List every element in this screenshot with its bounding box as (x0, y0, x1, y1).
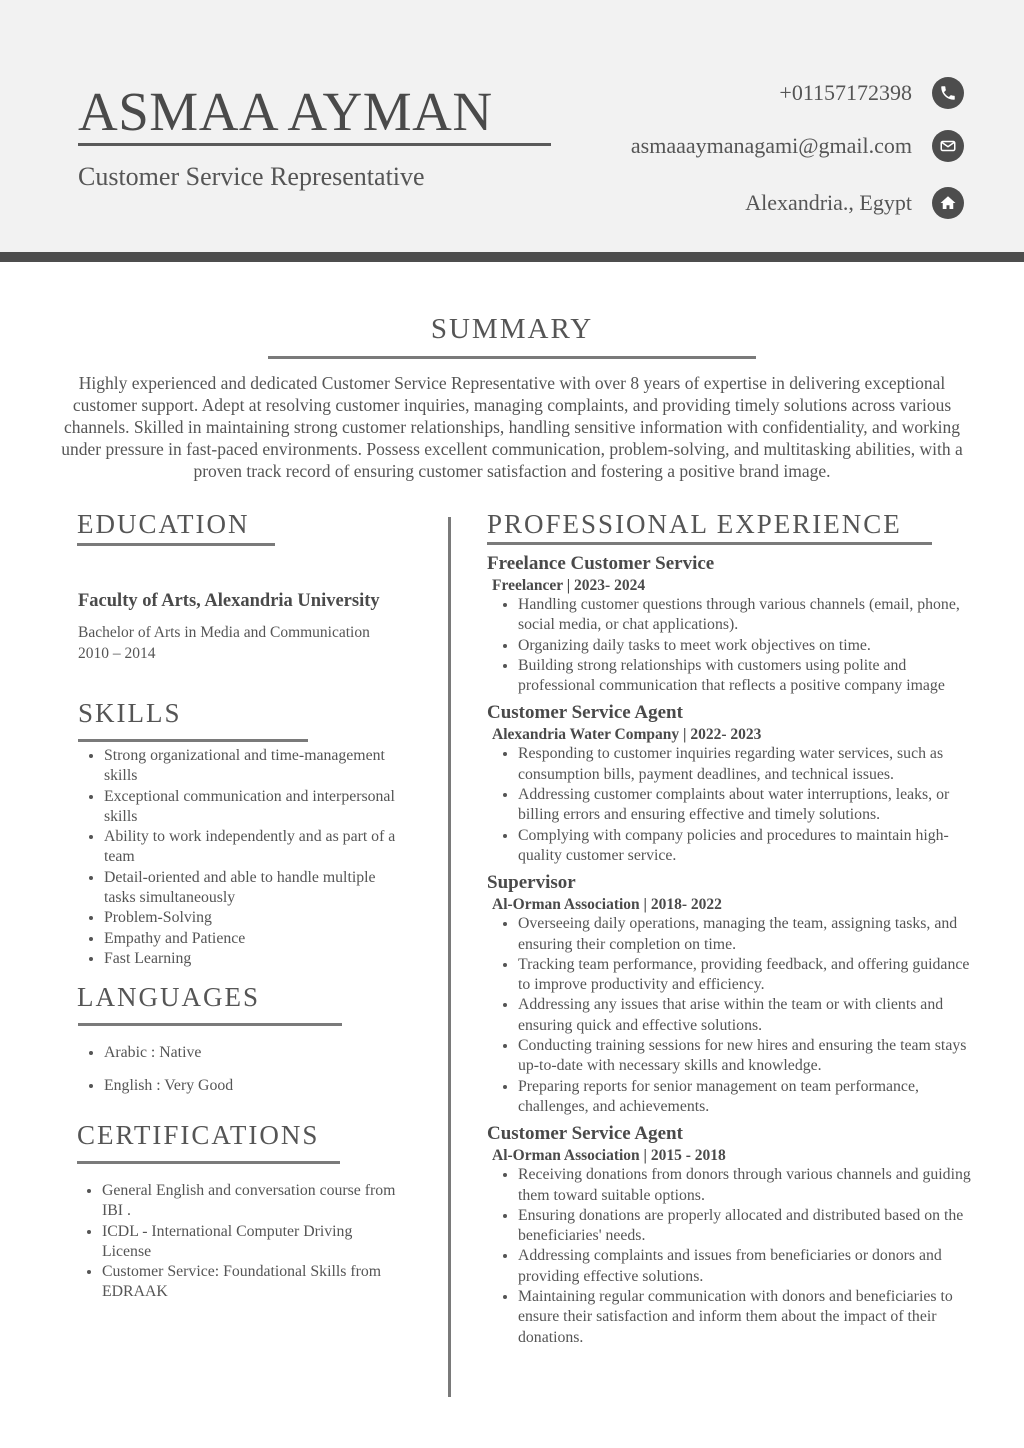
experience-underline (487, 542, 932, 545)
job-entry (487, 701, 982, 866)
candidate-role: Customer Service Representative (78, 162, 425, 191)
list-item: • Exceptional communication and interpersonal skills (104, 787, 408, 828)
candidate-name: ASMAA AYMAN (78, 81, 493, 142)
list-item: • General English and conversation course from IBI . (102, 1181, 398, 1222)
list-item: • Conducting training sessions for new hires and ensuring the team stays up-to-date with necessary skills and knowledge. (518, 1036, 982, 1077)
list-item: • Addressing customer complaints about water interruptions, leaks, or billing errors and ensuring effective and timely solutions. (518, 785, 982, 826)
email-address[interactable]: asmaaaymanagami@gmail.com (630, 133, 912, 158)
list-item: • Problem-Solving (104, 908, 408, 928)
education-underline (77, 543, 275, 546)
languages-list (78, 1043, 418, 1097)
home-icon (932, 187, 964, 219)
languages-heading: LANGUAGES (77, 982, 260, 1012)
education-heading: EDUCATION (77, 509, 250, 539)
list-item: • Empathy and Patience (104, 929, 408, 949)
languages-section (78, 1043, 418, 1110)
skills-list (78, 746, 408, 969)
list-item: • Arabic : Native (104, 1043, 418, 1063)
list-item: • Ability to work independently and as part of a team (104, 827, 408, 868)
list-item: • Fast Learning (104, 949, 408, 969)
location: Alexandria., Egypt (745, 190, 912, 215)
job-title: Supervisor (487, 872, 576, 894)
certifications-list (78, 1181, 398, 1303)
skills-section (78, 746, 408, 969)
job-title: Freelance Customer Service (487, 553, 715, 574)
summary-heading: SUMMARY (430, 313, 594, 345)
list-item: • Tracking team performance, providing feedback, and offering guidance to improve productivity and efficiency. (518, 955, 982, 996)
education-school: Faculty of Arts, Alexandria University (78, 591, 380, 611)
list-item: • Customer Service: Foundational Skills from EDRAAK (102, 1262, 398, 1303)
list-item: • Addressing any issues that arise within the team or with clients and ensuring quick and effective solutions. (518, 995, 982, 1036)
education-years: 2010 – 2014 (78, 645, 156, 662)
education-entry (78, 591, 418, 664)
job-entry (487, 552, 982, 696)
header-divider-bar (0, 252, 1024, 262)
job-entry (487, 871, 982, 1117)
list-item: • English : Very Good (104, 1076, 418, 1096)
list-item: • ICDL - International Computer Driving License (102, 1222, 398, 1263)
certifications-underline (77, 1161, 340, 1164)
contact-location-row (745, 187, 964, 219)
job-employer: Freelancer | 2023- 2024 (492, 577, 646, 594)
skills-underline (78, 739, 308, 742)
education-degree: Bachelor of Arts in Media and Communication (78, 624, 370, 641)
column-divider (448, 517, 451, 1397)
list-item: • Preparing reports for senior management on team performance, challenges, and achievements. (518, 1077, 982, 1118)
contact-email-row (631, 130, 964, 162)
skills-heading: SKILLS (78, 698, 182, 728)
phone-number[interactable]: +01157172398 (779, 80, 912, 105)
languages-underline (78, 1023, 342, 1026)
job-title: Customer Service Agent (487, 1123, 683, 1145)
list-item: • Receiving donations from donors through various channels and guiding them toward suitable options. (518, 1165, 982, 1206)
list-item: • Responding to customer inquiries regarding water services, such as consumption bills, payment deadlines, and technical issues. (518, 744, 982, 785)
list-item: • Complying with company policies and procedures to maintain high-quality customer service. (518, 826, 982, 867)
certifications-heading: CERTIFICATIONS (77, 1120, 320, 1150)
job-employer: Alexandria Water Company | 2022- 2023 (492, 726, 762, 744)
list-item: • Handling customer questions through various channels (email, phone, social media, or chat applications). (518, 595, 982, 636)
job-employer: Al-Orman Association | 2015 - 2018 (492, 1147, 726, 1165)
experience-heading: PROFESSIONAL EXPERIENCE (487, 509, 902, 539)
name-underline (78, 143, 551, 146)
list-item: • Detail-oriented and able to handle multiple tasks simultaneously (104, 868, 408, 909)
contact-phone-row (779, 77, 964, 109)
job-bullets (487, 1165, 982, 1348)
job-bullets (487, 914, 982, 1117)
list-item: • Ensuring donations are properly allocated and distributed based on the beneficiaries' needs. (518, 1206, 982, 1247)
mail-icon (932, 130, 964, 162)
list-item: • Organizing daily tasks to meet work objectives on time. (518, 636, 982, 656)
list-item: • Overseeing daily operations, managing the team, assigning tasks, and ensuring their completion on time. (518, 914, 982, 955)
list-item: • Building strong relationships with customers using polite and professional communication that reflects a positive company image (518, 656, 982, 697)
list-item: • Maintaining regular communication with donors and beneficiaries to ensure their satisfaction and inform them about the impact of their donations. (518, 1287, 982, 1348)
job-entry (487, 1122, 982, 1348)
job-title: Customer Service Agent (487, 702, 683, 724)
job-employer: Al-Orman Association | 2018- 2022 (492, 896, 722, 914)
list-item: • Addressing complaints and issues from beneficiaries or donors and providing effective solutions. (518, 1246, 982, 1287)
certifications-section (78, 1181, 398, 1303)
job-bullets (487, 744, 982, 866)
list-item: • Strong organizational and time-management skills (104, 746, 408, 787)
summary-text: Highly experienced and dedicated Customer Service Representative with over 8 years of expertise in delivering exceptional customer support. Adept at resolving customer inquiries, managing complaints, and providing timely solutions across various channels. Skilled in maintaining strong customer relationships, handling sensitive information with confidentiality, and working under pressure in fast-paced environments. Possess excellent communication, problem-solving, and multitasking abilities, with a proven track record of ensuring customer satisfaction and fostering a positive brand image. (61, 373, 963, 481)
summary-underline (268, 356, 756, 359)
experience-section (487, 552, 982, 1353)
job-bullets (487, 595, 982, 696)
phone-icon (932, 77, 964, 109)
